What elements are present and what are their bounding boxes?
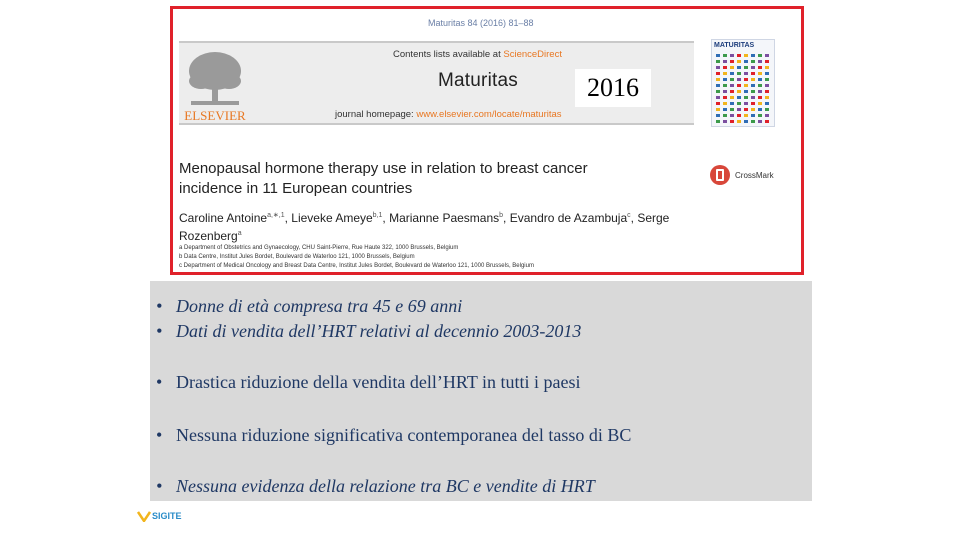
cover-dot [730, 78, 734, 81]
cover-dot [751, 78, 755, 81]
bullet-text: Drastica riduzione della vendita dell’HRT in tutti i paesi [176, 372, 581, 392]
cover-pattern [712, 40, 774, 126]
cover-dot [765, 72, 769, 75]
cover-dot [737, 60, 741, 63]
cover-dot [737, 96, 741, 99]
author-name: Lieveke Ameye [291, 211, 373, 225]
cover-dot [744, 60, 748, 63]
cover-dot [765, 54, 769, 57]
bullet-glyph: • [156, 296, 163, 316]
cover-dot [758, 72, 762, 75]
cover-dot [758, 102, 762, 105]
publisher-wordmark: ELSEVIER [184, 108, 246, 123]
cover-dot [765, 60, 769, 63]
author-list: Caroline Antoine$^{a,∗,1}$, Lieveke Ameye$^{b,1}$, Marianne Paesmans$^b$, Evandro de Azambuja$^c$, Serge Rozenberg$^a$ [179, 211, 670, 243]
cover-dot [716, 120, 720, 123]
cover-dot [765, 102, 769, 105]
journal-cover [711, 39, 775, 127]
cover-dot [765, 120, 769, 123]
crossmark-icon [709, 164, 731, 186]
bullet-text: Donne di età compresa tra 45 e 69 anni [176, 296, 463, 316]
cover-dot [730, 54, 734, 57]
cover-dot [758, 54, 762, 57]
cover-dot [737, 72, 741, 75]
author-name: Marianne Paesmans [389, 211, 500, 225]
cover-dot [744, 84, 748, 87]
affiliation-line: c Department of Medical Oncology and Breast Data Centre, Institut Jules Bordet, Boulevard de Waterloo 121, 1000 Brussels, Belgium [179, 263, 534, 269]
cover-dot [744, 54, 748, 57]
cover-dot [765, 84, 769, 87]
homepage-link[interactable]: www.elsevier.com/locate/maturitas [416, 109, 562, 120]
elsevier-logo [179, 47, 251, 123]
bullet-item [156, 321, 581, 342]
cover-dot [744, 102, 748, 105]
cover-dot [758, 120, 762, 123]
bullet-item [156, 425, 631, 446]
article-header-frame [170, 6, 804, 275]
cover-dot [716, 84, 720, 87]
crossmark-label: CrossMark [735, 170, 774, 180]
cover-dot [744, 108, 748, 111]
cover-dot [751, 102, 755, 105]
affiliation-line: a Department of Obstetrics and Gynaecology, CHU Saint-Pierre, Rue Haute 322, 1000 Brussels, Belgium [179, 245, 459, 251]
cover-dot [737, 84, 741, 87]
author-name: Caroline Antoine [179, 211, 268, 225]
cover-dot [730, 102, 734, 105]
cover-dot [730, 60, 734, 63]
cover-dot [751, 60, 755, 63]
bullet-glyph: • [156, 476, 163, 496]
bullet-glyph: • [156, 372, 163, 392]
cover-dot [730, 84, 734, 87]
cover-dot [765, 90, 769, 93]
cover-dot [758, 66, 762, 69]
bullet-text: Dati di vendita dell’HRT relativi al decennio 2003-2013 [176, 321, 582, 341]
cover-dot [765, 78, 769, 81]
cover-dot [744, 96, 748, 99]
cover-dot [716, 108, 720, 111]
author-affiliation-mark: a [237, 230, 242, 237]
author-affiliation-mark: c [627, 212, 631, 219]
cover-dot [716, 78, 720, 81]
cover-dot [744, 90, 748, 93]
cover-dot [730, 114, 734, 117]
journal-name: Maturitas [438, 70, 518, 91]
author-affiliation-mark: a,∗,1 [267, 212, 285, 219]
cover-dot [723, 72, 727, 75]
cover-dot [758, 90, 762, 93]
cover-dot [758, 78, 762, 81]
bullet-text: Nessuna riduzione significativa contemporanea del tasso di BC [176, 425, 632, 445]
cover-dot [730, 72, 734, 75]
bullet-glyph: • [156, 425, 163, 445]
cover-dot [723, 102, 727, 105]
sigite-logo [137, 510, 182, 522]
cover-dot [723, 66, 727, 69]
homepage-prefix: journal homepage: [335, 109, 417, 120]
cover-dot [737, 90, 741, 93]
summary-bullet-panel [150, 281, 812, 501]
bullet-glyph: • [156, 321, 163, 341]
cover-dot [758, 114, 762, 117]
cover-dot [744, 120, 748, 123]
cover-dot [744, 114, 748, 117]
cover-dot [737, 78, 741, 81]
crossmark-badge[interactable] [709, 164, 774, 186]
cover-dot [751, 114, 755, 117]
sciencedirect-link[interactable]: ScienceDirect [503, 49, 562, 60]
bullet-item [156, 372, 580, 393]
bullet-item [156, 296, 462, 317]
author-affiliation-mark: b [499, 212, 504, 219]
cover-dot [723, 114, 727, 117]
homepage-line [335, 109, 562, 120]
cover-dot [716, 90, 720, 93]
cover-dot [723, 84, 727, 87]
cover-dot [716, 72, 720, 75]
author-name: Serge Rozenberg [179, 211, 670, 243]
affiliation-line: b Data Centre, Institut Jules Bordet, Boulevard de Waterloo 121, 1000 Brussels, Belgium [179, 254, 415, 260]
cover-dot [716, 102, 720, 105]
year-label: 2016 [575, 69, 651, 107]
cover-dot [737, 108, 741, 111]
cover-dot [751, 54, 755, 57]
cover-dot [744, 78, 748, 81]
author-name: Evandro de Azambuja [509, 211, 628, 225]
cover-dot [737, 66, 741, 69]
contents-prefix: Contents lists available at [393, 49, 504, 60]
divider [179, 123, 694, 125]
cover-dot [751, 96, 755, 99]
cover-dot [751, 72, 755, 75]
cover-dot [723, 108, 727, 111]
cover-dot [716, 114, 720, 117]
cover-dot [751, 90, 755, 93]
cover-dot [758, 84, 762, 87]
sigite-wordmark: SIGITE [152, 511, 182, 521]
cover-dot [758, 108, 762, 111]
sigite-mark-icon [137, 510, 151, 522]
bullet-item [156, 476, 595, 497]
cover-dot [716, 54, 720, 57]
cover-dot [751, 108, 755, 111]
cover-dot [737, 102, 741, 105]
cover-dot [744, 72, 748, 75]
contents-line [393, 49, 562, 60]
cover-dot [716, 60, 720, 63]
cover-dot [730, 90, 734, 93]
cover-dot [765, 66, 769, 69]
cover-dot [723, 78, 727, 81]
cover-dot [723, 120, 727, 123]
cover-dot [737, 54, 741, 57]
cover-dot [716, 96, 720, 99]
cover-dot [723, 54, 727, 57]
cover-dot [737, 114, 741, 117]
cover-dot [765, 108, 769, 111]
cover-dot [730, 96, 734, 99]
cover-dot [723, 96, 727, 99]
cover-dot [716, 66, 720, 69]
bullet-text: Nessuna evidenza della relazione tra BC e vendite di HRT [176, 476, 595, 496]
cover-dot [723, 90, 727, 93]
journal-reference: Maturitas 84 (2016) 81–88 [428, 18, 534, 28]
author-affiliation-mark: b,1 [372, 212, 383, 219]
cover-dot [723, 60, 727, 63]
cover-dot [730, 108, 734, 111]
cover-dot [744, 66, 748, 69]
cover-dot [730, 120, 734, 123]
cover-dot [737, 120, 741, 123]
cover-dot [758, 60, 762, 63]
cover-dot [751, 120, 755, 123]
cover-dot [751, 84, 755, 87]
cover-dot [751, 66, 755, 69]
cover-dot [765, 96, 769, 99]
cover-dot [758, 96, 762, 99]
cover-dot [730, 66, 734, 69]
cover-dot [765, 114, 769, 117]
paper-title: Menopausal hormone therapy use in relation to breast cancer incidence in 11 European countries [179, 160, 588, 197]
cover-title: MATURITAS [714, 42, 755, 49]
